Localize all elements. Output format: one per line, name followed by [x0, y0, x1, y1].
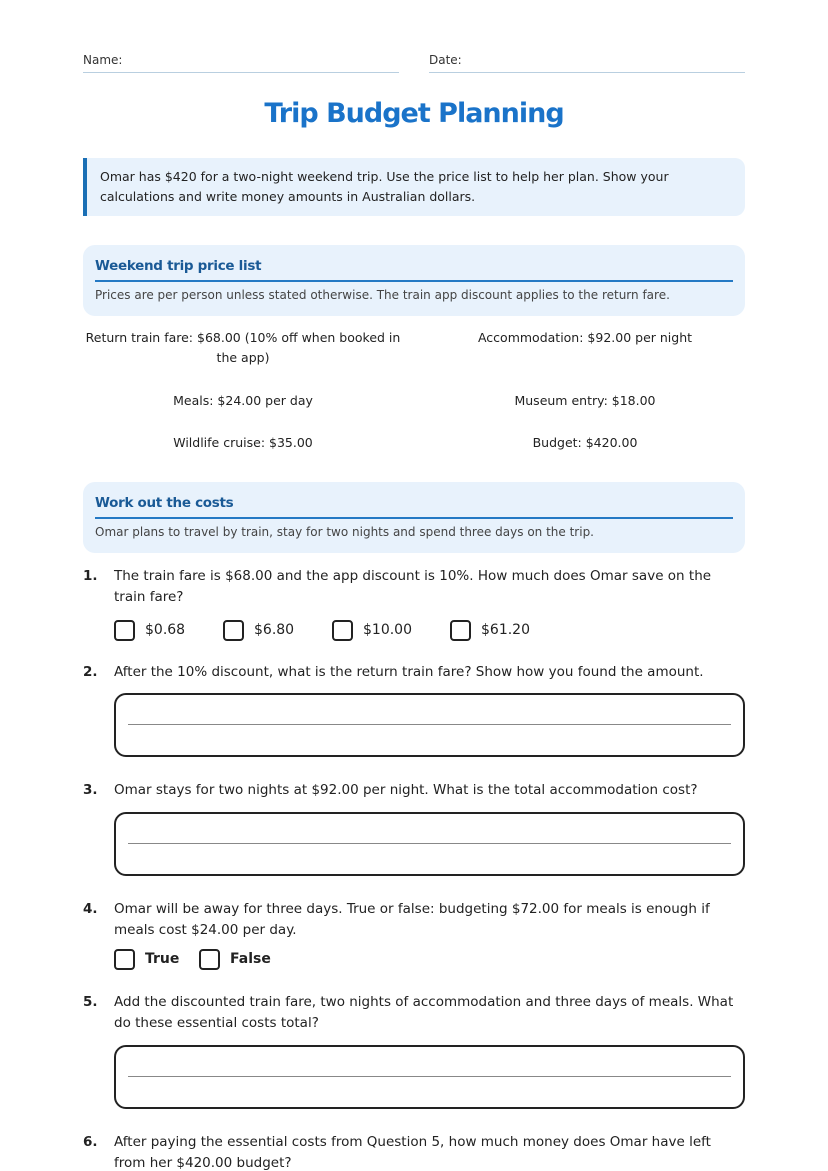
price-item-train: Return train fare: $68.00 (10% off when booked in the app) — [85, 330, 401, 365]
question-1-options — [114, 618, 554, 642]
option-checkbox[interactable] — [114, 618, 185, 642]
checkbox-icon[interactable] — [223, 620, 244, 641]
checkbox-icon[interactable] — [450, 620, 471, 641]
header — [83, 53, 745, 73]
answer-line — [128, 843, 731, 844]
answer-box-3[interactable] — [114, 812, 745, 876]
question-number: 5. — [83, 994, 98, 1010]
price-list-section — [83, 245, 745, 316]
price-list-title: Weekend trip price list — [95, 255, 733, 282]
question-number: 6. — [83, 1134, 98, 1150]
page-title: Trip Budget Planning — [264, 98, 564, 129]
question-text: Omar will be away for three days. True or false: budgeting $72.00 for meals is enough if meals cost $24.00 per day. — [114, 901, 710, 938]
intro-callout: Omar has $420 for a two-night weekend trip. Use the price list to help her plan. Show your calculations and write money amounts in Australian dollars. — [83, 158, 745, 216]
price-item-meals: Meals: $24.00 per day — [173, 393, 313, 408]
option-label: $0.68 — [145, 622, 186, 638]
question-5 — [83, 992, 745, 1034]
question-4 — [83, 899, 745, 941]
question-number: 1. — [83, 568, 98, 584]
option-label: True — [145, 951, 180, 967]
question-1 — [83, 566, 745, 608]
costs-section — [83, 482, 745, 553]
option-checkbox[interactable] — [450, 618, 530, 642]
answer-box-5[interactable] — [114, 1045, 745, 1109]
date-field[interactable] — [429, 53, 745, 73]
name-label: Name: — [83, 53, 123, 67]
option-false[interactable] — [199, 947, 271, 971]
costs-title: Work out the costs — [95, 492, 733, 519]
question-text: After paying the essential costs from Question 5, how much money does Omar have left from her $420.00 budget? — [114, 1134, 711, 1171]
question-4-options — [114, 947, 314, 971]
price-item-cruise: Wildlife cruise: $35.00 — [173, 435, 313, 450]
option-checkbox[interactable] — [223, 618, 294, 642]
checkbox-icon[interactable] — [332, 620, 353, 641]
price-list-subtitle: Prices are per person unless stated otherwise. The train app discount applies to the return fare. — [95, 288, 670, 302]
question-number: 2. — [83, 664, 98, 680]
price-item-accommodation: Accommodation: $92.00 per night — [477, 330, 693, 345]
option-label: $61.20 — [481, 622, 530, 638]
name-field[interactable] — [83, 53, 399, 73]
question-number: 3. — [83, 782, 98, 798]
question-text: After the 10% discount, what is the return train fare? Show how you found the amount. — [114, 664, 704, 680]
checkbox-icon[interactable] — [199, 949, 220, 970]
question-3 — [83, 780, 745, 801]
costs-subtitle: Omar plans to travel by train, stay for two nights and spend three days on the trip. — [95, 525, 594, 539]
answer-line — [128, 1076, 731, 1077]
question-6 — [83, 1132, 745, 1171]
option-label: $6.80 — [254, 622, 295, 638]
date-label: Date: — [429, 53, 462, 67]
price-item-budget: Budget: $420.00 — [532, 435, 638, 450]
checkbox-icon[interactable] — [114, 949, 135, 970]
question-2 — [83, 662, 745, 683]
question-text: Add the discounted train fare, two nights of accommodation and three days of meals. What do these essential costs total? — [114, 994, 734, 1031]
option-checkbox[interactable] — [332, 618, 412, 642]
question-text: Omar stays for two nights at $92.00 per night. What is the total accommodation cost? — [114, 782, 698, 798]
answer-box-2[interactable] — [114, 693, 745, 757]
option-label: $10.00 — [363, 622, 412, 638]
price-item-museum: Museum entry: $18.00 — [514, 393, 656, 408]
option-label: False — [230, 951, 271, 967]
checkbox-icon[interactable] — [114, 620, 135, 641]
option-true[interactable] — [114, 947, 179, 971]
question-number: 4. — [83, 901, 98, 917]
answer-line — [128, 724, 731, 725]
question-text: The train fare is $68.00 and the app discount is 10%. How much does Omar save on the train fare? — [114, 568, 712, 605]
